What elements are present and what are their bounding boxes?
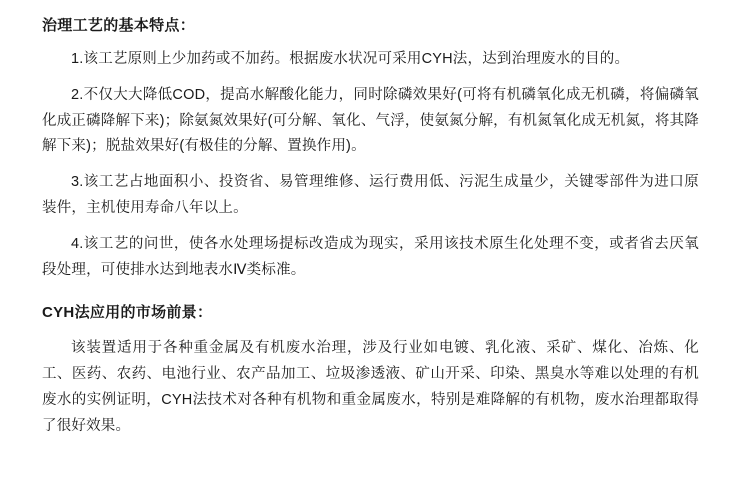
section-heading-basic-features: 治理工艺的基本特点： <box>42 17 196 34</box>
section-heading-market-prospects: CYH法应用的市场前景： <box>42 304 213 322</box>
paragraph-feature-4: 4.该工艺的问世，使各水处理场提标改造成为现实，采用该技术原生化处理不变，或者省去厌氧段处理，可使排水达到地表水Ⅳ类标准。 <box>42 235 699 278</box>
paragraph-market-1: 该装置适用于各种重金属及有机废水治理，涉及行业如电镀、乳化液、采矿、煤化、冶炼、化工、医药、农药、电池行业、农产品加工、垃圾渗透液、矿山开采、印染、黑臭水等难以处理的有机废水的实例证明，CYH法技术对各种有机物和重金属废水，特别是难降解的有机物，废水治理都取得了很好效果。 <box>42 340 699 434</box>
paragraph-feature-3: 3.该工艺占地面积小、投资省、易管理维修、运行费用低、污泥生成量少，关键零部件为进口原装件，主机使用寿命八年以上。 <box>42 174 699 216</box>
paragraph-feature-2: 2.不仅大大降低COD，提高水解酸化能力，同时除磷效果好(可将有机磷氧化成无机磷，将偏磷氧化成正磷降解下来)；除氨氮效果好(可分解、氧化、气浮，使氨氮分解，有机氮氧化成无机氮，将其降解下来)；脱盐效果好(有极佳的分解、置换作用)。 <box>42 86 699 155</box>
paragraph-feature-1: 1.该工艺原则上少加药或不加药。根据废水状况可采用CYH法，达到治理废水的目的。 <box>71 51 630 67</box>
